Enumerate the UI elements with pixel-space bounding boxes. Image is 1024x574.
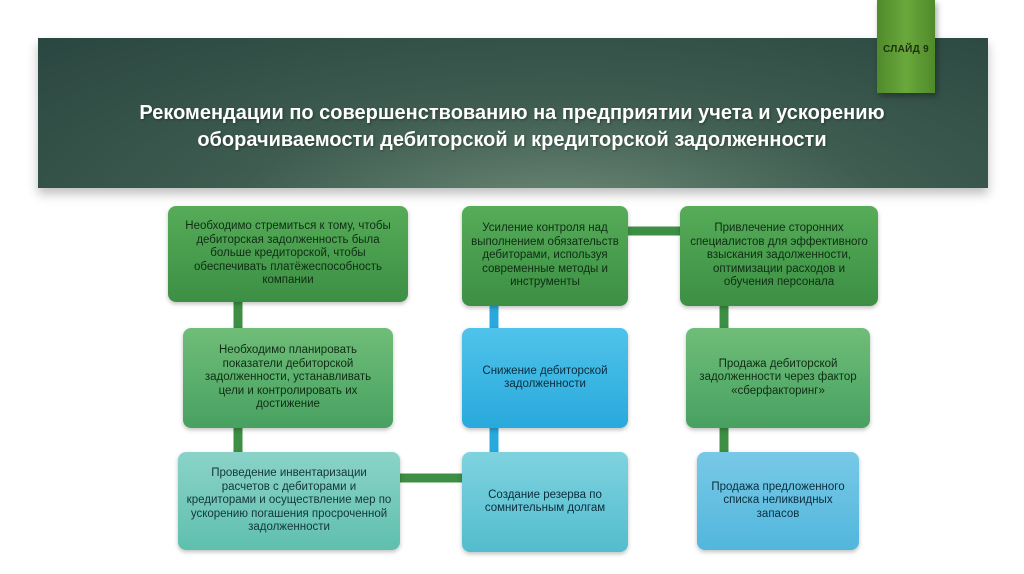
box-center-mid: Снижение дебиторской задолженности	[462, 328, 628, 428]
title-line-1: Рекомендации по совершенствованию на предприятии учета и ускорению	[139, 102, 885, 124]
box-left-top: Необходимо стремиться к тому, чтобы дебиторская задолженность была больше кредиторской, чтобы обеспечивать платёжеспособность компании	[168, 206, 408, 302]
title-line-2: оборачиваемости дебиторской и кредиторской задолженности	[197, 129, 827, 151]
box-right-mid: Продажа дебиторской задолженности через фактор «сберфакторинг»	[686, 328, 870, 428]
box-right-top: Привлечение сторонних специалистов для эффективного взыскания задолженности, оптимизации расходов и обучения персонала	[680, 206, 878, 306]
box-left-mid: Необходимо планировать показатели дебиторской задолженности, устанавливать цели и контролировать их достижение	[183, 328, 393, 428]
box-center-bot: Создание резерва по сомнительным долгам	[462, 452, 628, 552]
slide-number: СЛАЙД 9	[883, 44, 929, 55]
box-center-top: Усиление контроля над выполнением обязательств дебиторами, используя современные методы и инструменты	[462, 206, 628, 306]
box-left-bot: Проведение инвентаризации расчетов с дебиторами и кредиторами и осуществление мер по ускорению погашения просроченной задолженности	[178, 452, 400, 550]
box-right-bot: Продажа предложенного списка неликвидных запасов	[697, 452, 859, 550]
